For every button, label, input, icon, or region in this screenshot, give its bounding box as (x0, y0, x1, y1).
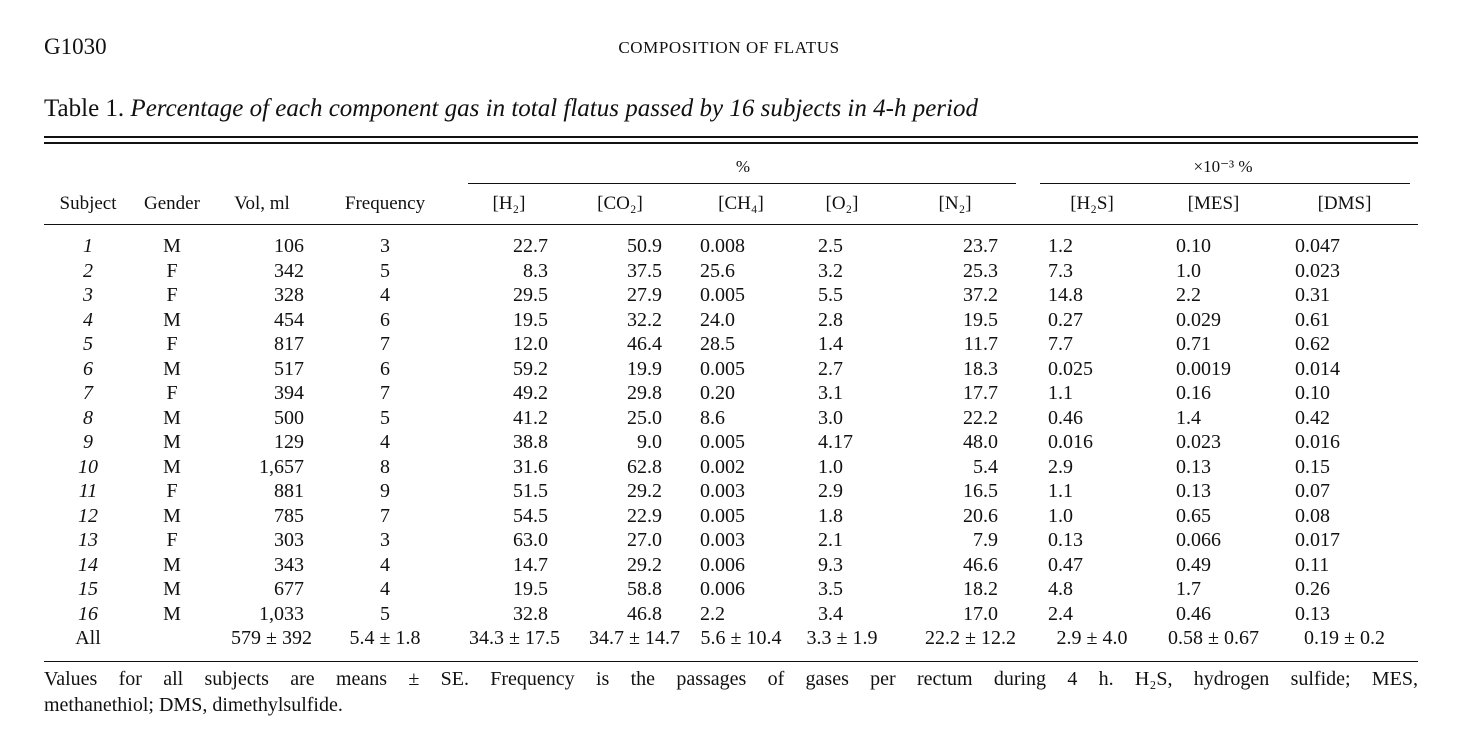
table-cell: 19.5 (513, 308, 548, 331)
table-cell: 25.0 (627, 406, 662, 429)
table-cell: 1.4 (818, 333, 843, 356)
table-cell: 9.0 (637, 431, 662, 454)
table-cell: 49.2 (513, 382, 548, 405)
table-cell: 8.3 (523, 259, 548, 282)
column-header: [N₂] (938, 193, 972, 214)
table-row (44, 553, 1418, 578)
table-cell: 0.46 (1048, 406, 1084, 429)
group-header-percent: % (458, 150, 1028, 184)
table-cell: 0.005 (700, 357, 745, 380)
table-cell: 29.2 (627, 553, 662, 576)
table-cell: F (166, 333, 178, 356)
table-cell: 1.7 (1176, 578, 1202, 601)
table-cell: 817 (274, 333, 304, 356)
table-cell: 2.9 (1048, 455, 1074, 478)
table-row (44, 479, 1418, 504)
table-row (44, 234, 1418, 259)
table-cell: 11.7 (963, 333, 999, 356)
table-cell: 0.0019 (1176, 357, 1232, 380)
table-cell: 7 (380, 382, 390, 405)
table-cell: 14 (78, 553, 98, 576)
summary-cell: 3.3 ± 1.9 (806, 627, 878, 650)
table-cell: 0.31 (1295, 284, 1331, 307)
summary-row (44, 626, 1418, 651)
table-cell: 19.9 (627, 357, 662, 380)
table-cell: 0.15 (1295, 455, 1331, 478)
table-row (44, 430, 1418, 455)
table-cell: F (166, 529, 178, 552)
table-cell: 7 (83, 382, 93, 405)
summary-cell: 5.6 ± 10.4 (700, 627, 782, 650)
table-cell: 29.8 (627, 382, 662, 405)
table-cell: 0.016 (1048, 431, 1094, 454)
table-cell: 16.5 (963, 480, 999, 503)
table-cell: 0.005 (700, 504, 745, 527)
table-cell: 2.8 (818, 308, 843, 331)
table-cell: 0.08 (1295, 504, 1331, 527)
table-cell: 63.0 (513, 529, 548, 552)
table-cell: 12 (78, 504, 98, 527)
table-cell: 2.2 (1176, 284, 1202, 307)
table-cell: 22.2 (963, 406, 999, 429)
table-cell: 1.1 (1048, 480, 1074, 503)
table-title: Percentage of each component gas in total flatus passed by 16 subjects in 4-h period (130, 95, 978, 122)
table-cell: M (163, 235, 181, 258)
table-cell: 0.13 (1176, 455, 1212, 478)
table-cell: 9 (83, 431, 93, 454)
column-header: [CO₂] (597, 193, 643, 214)
table-cell: 785 (274, 504, 304, 527)
footnote-line-1: Values for all subjects are means ± SE. Frequency is the passages of gases per rectum during 4 h. H₂S, hydrogen sulfide; MES, (44, 668, 1418, 690)
table-cell: 0.023 (1295, 259, 1341, 282)
summary-cell: 34.7 ± 14.7 (589, 627, 680, 650)
table-cell: 25.3 (963, 259, 999, 282)
summary-cell: 2.9 ± 4.0 (1056, 627, 1128, 650)
footnote-line-2: methanethiol; DMS, dimethylsulfide. (44, 694, 343, 716)
table-cell: 0.13 (1048, 529, 1084, 552)
table-cell: F (166, 259, 178, 282)
table-cell: 32.2 (627, 308, 662, 331)
table-cell: 50.9 (627, 235, 662, 258)
summary-cell: All (75, 627, 101, 650)
table-row (44, 308, 1418, 333)
table-cell: 0.07 (1295, 480, 1331, 503)
table-cell: M (163, 578, 181, 601)
table-cell: 0.13 (1176, 480, 1212, 503)
table-cell: 28.5 (700, 333, 735, 356)
table-cell: 25.6 (700, 259, 735, 282)
column-header: [H₂S] (1070, 193, 1114, 214)
table-cell: 16 (78, 602, 98, 625)
table-cell: 3.5 (818, 578, 843, 601)
column-header: Vol, ml (234, 193, 290, 214)
table-cell: M (163, 455, 181, 478)
page-id: G1030 (44, 34, 107, 59)
table-cell: 27.9 (627, 284, 662, 307)
summary-cell: 5.4 ± 1.8 (349, 627, 421, 650)
table-row (44, 259, 1418, 284)
table-cell: 14.8 (1048, 284, 1084, 307)
summary-cell: 0.58 ± 0.67 (1168, 627, 1260, 650)
table-cell: 9 (380, 480, 390, 503)
table-cell: 59.2 (513, 357, 548, 380)
table-cell: 22.9 (627, 504, 662, 527)
table-cell: 0.014 (1295, 357, 1341, 380)
table-cell: 0.42 (1295, 406, 1331, 429)
bottom-rule-row (44, 651, 1418, 662)
table-cell: 0.016 (1295, 431, 1341, 454)
table-cell: 31.6 (513, 455, 548, 478)
table-cell: 27.0 (627, 529, 662, 552)
table-cell: 129 (274, 431, 304, 454)
table-cell: 0.017 (1295, 529, 1341, 552)
summary-cell (132, 626, 212, 651)
table-cell: 2 (83, 259, 93, 282)
table-cell: 29.5 (513, 284, 548, 307)
group-header-row (44, 150, 1418, 184)
table-row (44, 528, 1418, 553)
table-cell: 46.6 (963, 553, 999, 576)
table-footnote (44, 666, 1418, 718)
table-cell: 6 (83, 357, 93, 380)
table-cell: 5.5 (818, 284, 843, 307)
table-cell: 8.6 (700, 406, 725, 429)
table-cell: 4 (380, 578, 390, 601)
table-cell: 4 (83, 308, 93, 331)
table-cell: 3 (380, 235, 390, 258)
table-cell: 0.11 (1295, 553, 1330, 576)
table-cell: 0.71 (1176, 333, 1212, 356)
table-cell: 18.3 (963, 357, 999, 380)
table-cell: 1,033 (259, 602, 304, 625)
table-cell: 0.002 (700, 455, 745, 478)
table-cell: 881 (274, 480, 304, 503)
table-cell: 29.2 (627, 480, 662, 503)
table-cell: 0.62 (1295, 333, 1331, 356)
table-cell: 0.003 (700, 480, 745, 503)
table-cell: 0.13 (1295, 602, 1331, 625)
table-cell: 37.5 (627, 259, 662, 282)
table-cell: 0.46 (1176, 602, 1212, 625)
table-cell: 4 (380, 431, 390, 454)
table-row (44, 381, 1418, 406)
table-cell: 11 (78, 480, 98, 503)
table-cell: 0.61 (1295, 308, 1331, 331)
table-cell: 5 (380, 602, 390, 625)
table-cell: 0.008 (700, 235, 745, 258)
table-cell: 3.1 (818, 382, 843, 405)
table-cell: 6 (380, 308, 390, 331)
table-cell: 1.0 (818, 455, 843, 478)
table-cell: 328 (274, 284, 304, 307)
table-cell: 7 (380, 333, 390, 356)
table-row (44, 406, 1418, 431)
table-cell: 4.8 (1048, 578, 1074, 601)
table-cell: 46.4 (627, 333, 662, 356)
table-cell: 19.5 (513, 578, 548, 601)
table-cell: 106 (274, 235, 304, 258)
table-cell: 3.2 (818, 259, 843, 282)
table-cell: 24.0 (700, 308, 735, 331)
table-cell: 4 (380, 284, 390, 307)
table-cell: 22.7 (513, 235, 548, 258)
table-cell: 1.0 (1176, 259, 1202, 282)
table-cell: 17.7 (963, 382, 999, 405)
table-cell: 15 (78, 578, 98, 601)
table-cell: 0.006 (700, 578, 745, 601)
table-cell: 46.8 (627, 602, 662, 625)
column-header-row (44, 184, 1418, 225)
table-cell: 3 (380, 529, 390, 552)
column-header: [DMS] (1317, 193, 1372, 214)
table-cell: 0.26 (1295, 578, 1331, 601)
table-cell: 0.20 (700, 382, 735, 405)
table-cell: 454 (274, 308, 304, 331)
summary-cell: 0.19 ± 0.2 (1304, 627, 1386, 650)
table-cell: 38.8 (513, 431, 548, 454)
table-cell: 0.023 (1176, 431, 1222, 454)
table-cell: 7 (380, 504, 390, 527)
table-row (44, 577, 1418, 602)
table-cell: 0.066 (1176, 529, 1222, 552)
table-caption (44, 95, 978, 123)
table-cell: 1.4 (1176, 406, 1202, 429)
summary-cell: 22.2 ± 12.2 (925, 627, 1017, 650)
table-cell: 517 (274, 357, 304, 380)
table-cell: 343 (274, 553, 304, 576)
table-cell: 6 (380, 357, 390, 380)
top-rule-2 (44, 142, 1418, 144)
table-cell: 1 (83, 235, 93, 258)
table-cell: 5 (380, 259, 390, 282)
table-cell: F (166, 382, 178, 405)
table-row (44, 504, 1418, 529)
data-table (44, 150, 1418, 662)
group-header-scaled: ×10⁻³ % (1028, 150, 1418, 184)
table-cell: 342 (274, 259, 304, 282)
table-cell: 4.17 (818, 431, 853, 454)
table-cell: F (166, 480, 178, 503)
table-cell: 0.27 (1048, 308, 1084, 331)
table-cell: 677 (274, 578, 304, 601)
column-header: [H₂] (492, 193, 526, 214)
table-cell: 5 (380, 406, 390, 429)
table-cell: 394 (274, 382, 304, 405)
table-cell: 23.7 (963, 235, 999, 258)
table-cell: 3.4 (818, 602, 843, 625)
table-cell: 32.8 (513, 602, 548, 625)
table-cell: M (163, 602, 181, 625)
table-cell: 3.0 (818, 406, 843, 429)
summary-cell: 34.3 ± 17.5 (469, 627, 560, 650)
table-cell: 1,657 (259, 455, 304, 478)
table-cell: 18.2 (963, 578, 999, 601)
table-cell: 62.8 (627, 455, 662, 478)
table-cell: 0.10 (1295, 382, 1331, 405)
table-row (44, 283, 1418, 308)
table-cell: 7.3 (1048, 259, 1074, 282)
table-cell: 0.49 (1176, 553, 1212, 576)
table-cell: 9.3 (818, 553, 843, 576)
table-cell: 0.006 (700, 553, 745, 576)
table-cell: 4 (380, 553, 390, 576)
table-cell: 48.0 (963, 431, 999, 454)
table-body (44, 234, 1418, 651)
top-rule-1 (44, 136, 1418, 138)
table-cell: 5.4 (973, 455, 999, 478)
table-cell: F (166, 284, 178, 307)
table-cell: M (163, 308, 181, 331)
table-cell: 1.0 (1048, 504, 1074, 527)
table-cell: 41.2 (513, 406, 548, 429)
table-cell: 17.0 (963, 602, 999, 625)
table-cell: 8 (83, 406, 93, 429)
table-cell: 20.6 (963, 504, 999, 527)
table-cell: 0.10 (1176, 235, 1212, 258)
table-cell: 51.5 (513, 480, 548, 503)
table-row (44, 602, 1418, 627)
table-cell: M (163, 406, 181, 429)
running-head: COMPOSITION OF FLATUS (618, 38, 840, 57)
table-row (44, 357, 1418, 382)
column-header: [MES] (1187, 193, 1240, 214)
table-cell: 3 (83, 284, 93, 307)
table-cell: 0.005 (700, 431, 745, 454)
column-header: Gender (144, 193, 200, 214)
table-cell: 2.7 (818, 357, 843, 380)
table-cell: 2.4 (1048, 602, 1074, 625)
table-label: Table 1. (44, 95, 125, 122)
summary-cell: 579 ± 392 (231, 627, 312, 650)
table-cell: 2.2 (700, 602, 725, 625)
column-header: [CH₄] (718, 193, 764, 214)
table-cell: 37.2 (963, 284, 999, 307)
table-cell: M (163, 431, 181, 454)
table-cell: 8 (380, 455, 390, 478)
table-cell: 5 (83, 333, 93, 356)
table-cell: 10 (78, 455, 98, 478)
table-cell: 19.5 (963, 308, 999, 331)
table-cell: 0.16 (1176, 382, 1212, 405)
table-cell: 2.5 (818, 235, 843, 258)
table-cell: 0.003 (700, 529, 745, 552)
table-cell: 7.7 (1048, 333, 1074, 356)
table-cell: 0.47 (1048, 553, 1084, 576)
column-header: Frequency (344, 193, 426, 214)
table-cell: 0.025 (1048, 357, 1094, 380)
column-header: [O₂] (825, 193, 859, 214)
table-cell: 1.1 (1048, 382, 1074, 405)
table-cell: 0.005 (700, 284, 745, 307)
table-cell: 13 (78, 529, 98, 552)
table-row (44, 332, 1418, 357)
table-cell: M (163, 357, 181, 380)
table-cell: 500 (274, 406, 304, 429)
table-cell: 1.8 (818, 504, 843, 527)
table-cell: 2.9 (818, 480, 843, 503)
table-cell: 58.8 (627, 578, 662, 601)
table-cell: 0.65 (1176, 504, 1212, 527)
table-row (44, 455, 1418, 480)
table-cell: 1.2 (1048, 235, 1074, 258)
table-cell: 303 (274, 529, 304, 552)
table-cell: M (163, 553, 181, 576)
table-cell: 0.047 (1295, 235, 1341, 258)
table-cell: 12.0 (513, 333, 548, 356)
table-cell: 7.9 (973, 529, 999, 552)
table-cell: 54.5 (513, 504, 548, 527)
table-cell: 14.7 (513, 553, 548, 576)
table-cell: M (163, 504, 181, 527)
column-header: Subject (59, 193, 117, 214)
table-cell: 0.029 (1176, 308, 1222, 331)
table-cell: 2.1 (818, 529, 843, 552)
